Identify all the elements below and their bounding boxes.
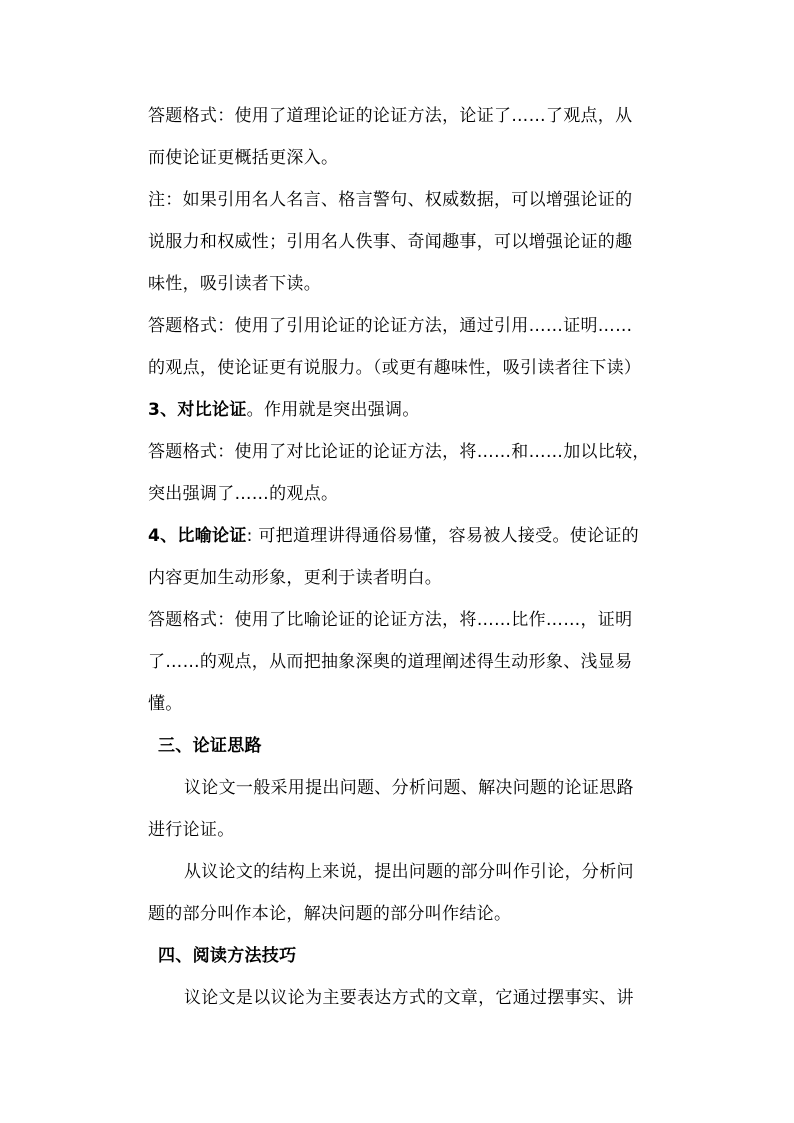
paragraph-line	[148, 524, 688, 548]
paragraph-line: 而使论证更概括更深入。	[148, 148, 339, 168]
paragraph-line: 了……的观点，从而把抽象深奥的道理阐述得生动形象、浅显易	[148, 652, 633, 672]
paragraph-line: 味性，吸引读者下读。	[148, 274, 321, 294]
paragraph-line	[148, 398, 688, 422]
paragraph-line: 议论文是以议论为主要表达方式的文章，它通过摆事实、讲	[184, 988, 634, 1008]
paragraph-line: 答题格式：使用了道理论证的论证方法，论证了……了观点，从	[148, 106, 633, 126]
paragraph-line: 的观点，使论证更有说服力。（或更有趣味性，吸引读者往下读）	[148, 358, 642, 378]
paragraph-text: 。作用就是突出强调。	[246, 400, 420, 420]
section-heading: 四、阅读方法技巧	[158, 946, 297, 966]
paragraph-line: 答题格式：使用了引用论证的论证方法，通过引用……证明……	[148, 316, 633, 336]
section-heading: 三、论证思路	[158, 736, 262, 756]
paragraph-line: 答题格式：使用了比喻论证的论证方法，将……比作……，证明	[148, 610, 633, 630]
paragraph-line: 答题格式：使用了对比论证的论证方法，将……和……加以比较，	[148, 442, 650, 462]
paragraph-line: 内容更加生动形象，更利于读者明白。	[148, 568, 443, 588]
paragraph-line: 议论文一般采用提出问题、分析问题、解决问题的论证思路	[184, 778, 634, 798]
paragraph-line: 进行论证。	[148, 820, 235, 840]
section-label-contrast: 3、对比论证	[148, 400, 247, 420]
paragraph-line: 说服力和权威性；引用名人佚事、奇闻趣事，可以增强论证的趣	[148, 232, 633, 252]
paragraph-line: 突出强调了……的观点。	[148, 484, 339, 504]
paragraph-line: 题的部分叫作本论，解决问题的部分叫作结论。	[148, 904, 512, 924]
paragraph-line: 从议论文的结构上来说，提出问题的部分叫作引论，分析问	[184, 862, 634, 882]
paragraph-line: 注：如果引用名人名言、格言警句、权威数据，可以增强论证的	[148, 190, 633, 210]
paragraph-line: 懂。	[148, 694, 183, 714]
section-label-metaphor: 4、比喻论证	[148, 526, 247, 546]
paragraph-text: : 可把道理讲得通俗易懂，容易被人接受。使论证的	[246, 526, 639, 546]
